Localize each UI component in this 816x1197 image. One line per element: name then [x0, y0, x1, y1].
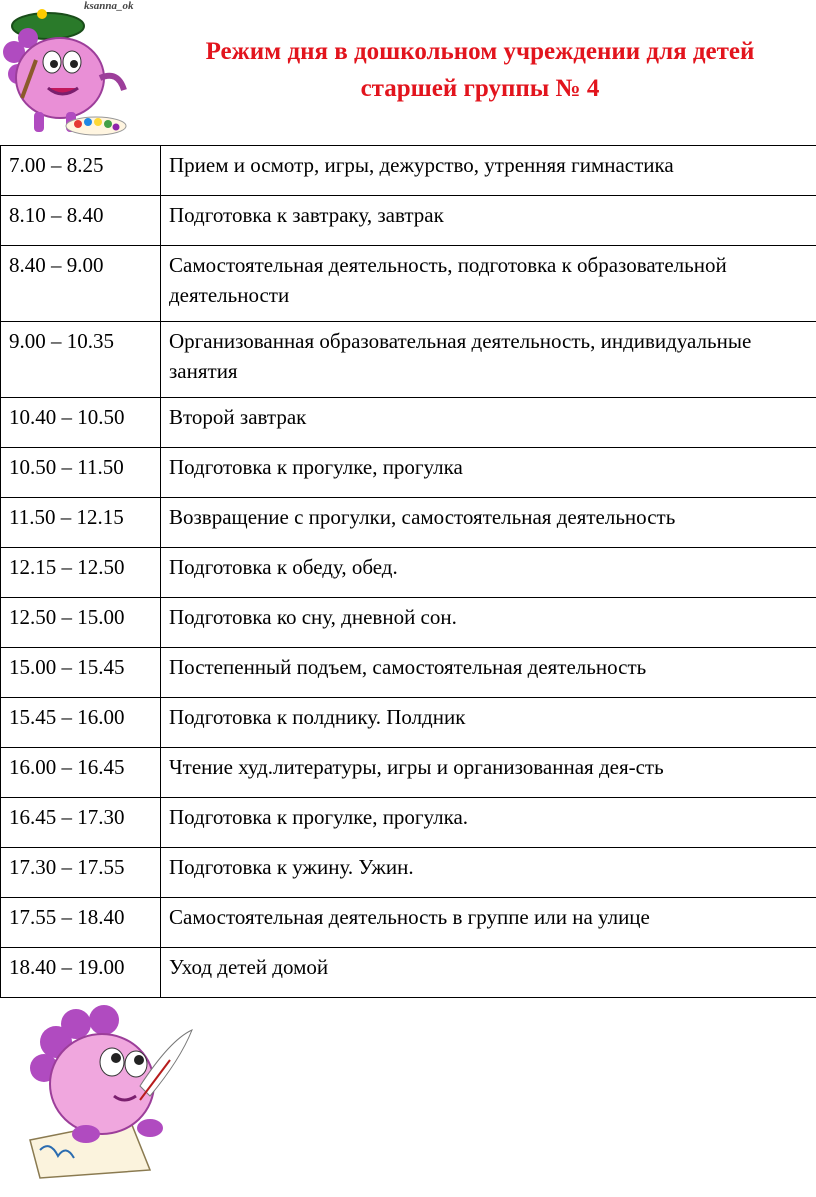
- schedule-table: [0, 145, 816, 998]
- schedule-row: [1, 196, 816, 246]
- schedule-row: [1, 322, 816, 398]
- schedule-activity: Возвращение с прогулки, самостоятельная деятельность: [161, 498, 816, 548]
- schedule-time: 12.50 – 15.00: [1, 598, 161, 648]
- schedule-activity: Подготовка к прогулке, прогулка.: [161, 798, 816, 848]
- schedule-activity: Уход детей домой: [161, 948, 816, 998]
- schedule-row: [1, 898, 816, 948]
- schedule-row: [1, 948, 816, 998]
- schedule-activity: Подготовка к прогулке, прогулка: [161, 448, 816, 498]
- watermark: ksanna_ok: [84, 0, 134, 12]
- schedule-activity: Подготовка к обеду, обед.: [161, 548, 816, 598]
- schedule-activity: Подготовка к полднику. Полдник: [161, 698, 816, 748]
- schedule-row: [1, 698, 816, 748]
- schedule-time: 17.55 – 18.40: [1, 898, 161, 948]
- schedule-activity: Прием и осмотр, игры, дежурство, утренняя гимнастика: [161, 146, 816, 196]
- page-title: [160, 33, 800, 107]
- schedule-time: 18.40 – 19.00: [1, 948, 161, 998]
- schedule-time: 10.40 – 10.50: [1, 398, 161, 448]
- schedule-row: [1, 848, 816, 898]
- schedule-time: 8.40 – 9.00: [1, 246, 161, 322]
- painter-sheep-character-icon: [0, 0, 150, 140]
- schedule-activity: Второй завтрак: [161, 398, 816, 448]
- schedule-time: 8.10 – 8.40: [1, 196, 161, 246]
- schedule-row: [1, 246, 816, 322]
- schedule-activity: Чтение худ.литературы, игры и организованная дея-сть: [161, 748, 816, 798]
- schedule-row: [1, 398, 816, 448]
- schedule-activity: Постепенный подъем, самостоятельная деятельность: [161, 648, 816, 698]
- schedule-time: 16.45 – 17.30: [1, 798, 161, 848]
- schedule-time: 7.00 – 8.25: [1, 146, 161, 196]
- schedule-time: 12.15 – 12.50: [1, 548, 161, 598]
- schedule-row: [1, 498, 816, 548]
- schedule-body: [1, 146, 816, 998]
- schedule-activity: Подготовка к завтраку, завтрак: [161, 196, 816, 246]
- schedule-activity: Подготовка ко сну, дневной сон.: [161, 598, 816, 648]
- schedule-time: 9.00 – 10.35: [1, 322, 161, 398]
- schedule-activity: Самостоятельная деятельность в группе или на улице: [161, 898, 816, 948]
- schedule-time: 10.50 – 11.50: [1, 448, 161, 498]
- writer-sheep-character-icon: [20, 1000, 195, 1185]
- schedule-time: 11.50 – 12.15: [1, 498, 161, 548]
- schedule-time: 16.00 – 16.45: [1, 748, 161, 798]
- schedule-time: 17.30 – 17.55: [1, 848, 161, 898]
- schedule-activity: Организованная образовательная деятельность, индивидуальные занятия: [161, 322, 816, 398]
- schedule-row: [1, 648, 816, 698]
- schedule-row: [1, 448, 816, 498]
- schedule-row: [1, 798, 816, 848]
- schedule-activity: Самостоятельная деятельность, подготовка к образовательной деятельности: [161, 246, 816, 322]
- header: [0, 0, 816, 145]
- schedule-row: [1, 548, 816, 598]
- page-title-line-2: старшей группы № 4: [360, 75, 600, 102]
- schedule-activity: Подготовка к ужину. Ужин.: [161, 848, 816, 898]
- schedule-time: 15.45 – 16.00: [1, 698, 161, 748]
- schedule-row: [1, 146, 816, 196]
- page-title-line-1: Режим дня в дошкольном учреждении для детей: [205, 38, 755, 65]
- schedule-row: [1, 598, 816, 648]
- schedule-time: 15.00 – 15.45: [1, 648, 161, 698]
- schedule-row: [1, 748, 816, 798]
